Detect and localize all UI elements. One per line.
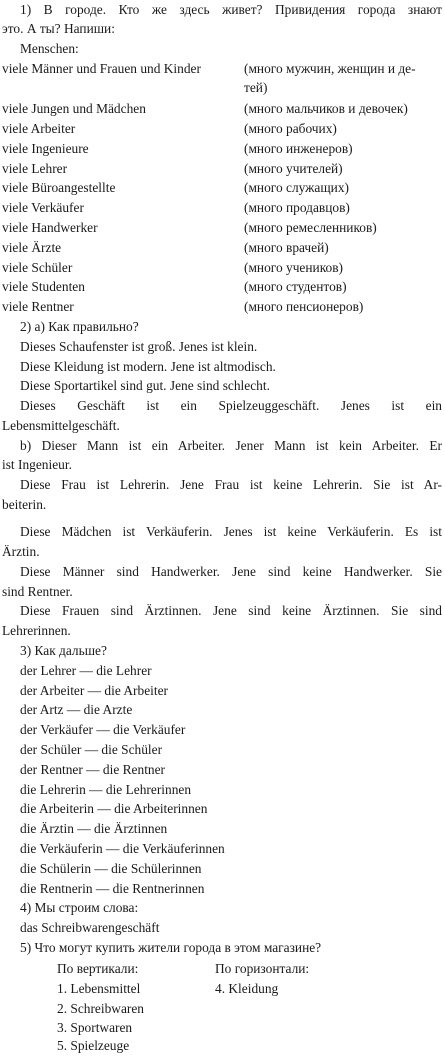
plural-pair: der Schüler — die Schüler (20, 742, 163, 757)
crossword-answer-vertical: 5. Spielzeuge (57, 1038, 130, 1053)
russian-translation: (много врачей) (244, 240, 329, 255)
german-phrase: viele Jungen und Mädchen (2, 101, 146, 116)
russian-translation: (много инженеров) (244, 141, 353, 156)
german-phrase: viele Handwerker (2, 220, 98, 235)
russian-translation: (много студентов) (244, 279, 347, 294)
german-phrase: viele Schüler (2, 260, 73, 275)
task2-heading: 2) а) Как правильно? (20, 319, 139, 334)
crossword-answer-vertical: 3. Sportwaren (57, 1020, 133, 1035)
crossword-answer-vertical: 2. Schreibwaren (57, 1001, 145, 1016)
german-phrase: viele Ärzte (2, 240, 62, 255)
german-phrase: viele Studenten (2, 279, 85, 294)
russian-translation: (много продавцов) (244, 200, 350, 215)
task1-intro-line2: это. А ты? Напиши: (2, 21, 115, 36)
russian-translation: (много учителей) (244, 161, 343, 176)
german-phrase: viele Verkäufer (2, 200, 84, 215)
plural-pair: der Rentner — die Rentner (20, 762, 166, 777)
german-phrase: viele Büroangestellte (2, 180, 116, 195)
russian-translation: (много служащих) (244, 180, 349, 195)
task4-heading: 4) Мы строим слова: (20, 900, 139, 915)
russian-translation: (много мальчиков и девочек) (244, 101, 408, 116)
task2-a-sentence: Diese Sportartikel sind gut. Jene sind schlecht. (20, 378, 270, 393)
task2-b-sentence-continued: beiterin. (2, 497, 47, 512)
russian-translation: (много рабочих) (244, 121, 337, 136)
plural-pair: der Lehrer — die Lehrer (20, 663, 152, 678)
russian-translation: (много мужчин, женщин и де- (244, 61, 416, 76)
german-phrase: viele Ingenieure (2, 141, 89, 156)
task2-b-sentence: Diese Männer sind Handwerker. Jene sind keine Handwerker. Sie (20, 564, 442, 579)
task1-intro-line1: 1) В городе. Кто же здесь живет? Привидения города знают (20, 2, 442, 17)
compound-word: das Schreibwarengeschäft (20, 920, 160, 935)
task2-b-sentence: Diese Frau ist Lehrerin. Jene Frau ist keine Lehrerin. Sie ist Ar- (20, 477, 442, 492)
russian-translation: (много пенсионеров) (244, 299, 364, 314)
plural-pair: der Arbeiter — die Arbeiter (20, 683, 168, 698)
task2-b-sentence: Diese Mädchen ist Verkäuferin. Jenes ist keine Verkäuferin. Es ist (20, 524, 442, 539)
task2-b-sentence-continued: Ärztin. (2, 544, 40, 559)
russian-translation-continued: тей) (244, 80, 268, 95)
plural-pair: der Artz — die Arzte (20, 702, 133, 717)
task2-b-sentence-continued: sind Rentner. (2, 584, 73, 599)
plural-pair: die Rentnerin — die Rentnerinnen (20, 881, 205, 896)
plural-pair: die Lehrerin — die Lehrerinnen (20, 782, 192, 797)
task3-heading: 3) Как дальше? (20, 643, 107, 658)
task2-a-sentence: Dieses Geschäft ist ein Spielzeuggeschäft. Jenes ist ein (20, 398, 442, 413)
task2-b-sentence: Diese Frauen sind Ärztinnen. Jene sind keine Ärztinnen. Sie sind (20, 603, 442, 618)
crossword-answer-vertical: 1. Lebensmittel (57, 981, 141, 996)
task2-b-sentence: b) Dieser Mann ist ein Arbeiter. Jener Mann ist kein Arbeiter. Er (20, 438, 442, 453)
plural-pair: die Ärztin — die Ärztinnen (20, 821, 168, 836)
german-phrase: viele Rentner (2, 299, 74, 314)
crossword-answer-horizontal: 4. Kleidung (215, 981, 279, 996)
plural-pair: die Arbeiterin — die Arbeiterinnen (20, 801, 208, 816)
german-phrase: viele Lehrer (2, 161, 68, 176)
task2-b-sentence-continued: Lehrerinnen. (2, 623, 71, 638)
russian-translation: (много ремесленников) (244, 220, 377, 235)
task2-a-sentence: Diese Kleidung ist modern. Jene ist altmodisch. (20, 359, 276, 374)
russian-translation: (много учеников) (244, 260, 344, 275)
german-phrase: viele Männer und Frauen und Kinder (2, 61, 201, 76)
plural-pair: die Schülerin — die Schülerinnen (20, 861, 202, 876)
vertical-label: По вертикали: (57, 961, 139, 976)
plural-pair: der Verkäufer — die Verkäufer (20, 722, 186, 737)
german-phrase: viele Arbeiter (2, 121, 76, 136)
task2-a-sentence-continued: Lebensmittelgeschäft. (2, 418, 120, 433)
task2-a-sentence: Dieses Schaufenster ist groß. Jenes ist klein. (20, 339, 258, 354)
plural-pair: die Verkäuferin — die Verkäuferinnen (20, 841, 225, 856)
task5-heading: 5) Что могут купить жители города в этом магазине? (20, 940, 322, 955)
task2-b-sentence-continued: ist Ingenieur. (2, 457, 72, 472)
task1-heading: Menschen: (20, 41, 79, 56)
horizontal-label: По горизонтали: (215, 961, 310, 976)
